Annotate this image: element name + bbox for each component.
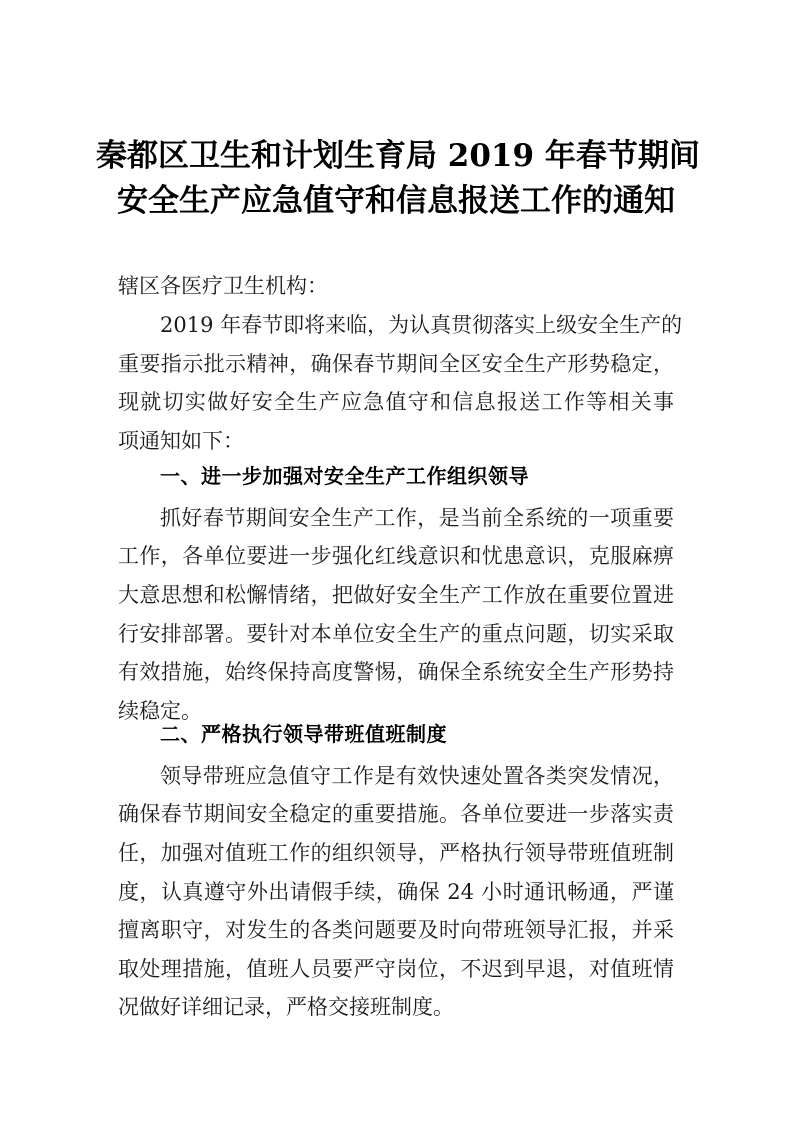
section-1-line: 大意思想和松懈情绪，把做好安全生产工作放在重要位置进 (118, 583, 674, 607)
salutation: 辖区各医疗卫生机构： (118, 274, 328, 298)
intro-line: 重要指示批示精神，确保春节期间全区安全生产形势稳定， (118, 352, 674, 376)
section-2-line: 擅离职守，对发生的各类问题要及时向带班领导汇报，并采 (118, 918, 674, 942)
section-1-line: 行安排部署。要针对本单位安全生产的重点问题，切实采取 (118, 622, 674, 646)
intro-line: 项通知如下： (118, 429, 244, 453)
document-title-line-1: 秦都区卫生和计划生育局 2019 年春节期间 (96, 138, 700, 174)
section-heading-2: 二、严格执行领导带班值班制度 (160, 722, 447, 746)
section-2-line: 取处理措施，值班人员要严守岗位，不迟到早退，对值班情 (118, 957, 674, 981)
section-heading-1: 一、进一步加强对安全生产工作组织领导 (160, 464, 529, 488)
section-1-line: 有效措施，始终保持高度警惕，确保全系统安全生产形势持 (118, 660, 674, 684)
section-2-line: 况做好详细记录，严格交接班制度。 (118, 995, 454, 1019)
section-1-line: 抓好春节期间安全生产工作，是当前全系统的一项重要 (160, 506, 674, 530)
section-2-line: 领导带班应急值守工作是有效快速处置各类突发情况， (160, 764, 674, 788)
intro-line: 2019 年春节即将来临，为认真贯彻落实上级安全生产的 (160, 313, 683, 337)
section-2-line: 确保春节期间安全稳定的重要措施。各单位要进一步落实责 (118, 802, 674, 826)
section-1-line: 续稳定。 (118, 699, 202, 723)
section-1-line: 工作，各单位要进一步强化红线意识和忧患意识，克服麻痹 (118, 544, 674, 568)
section-2-line: 度，认真遵守外出请假手续，确保 24 小时通讯畅通，严谨 (118, 880, 674, 904)
intro-line: 现就切实做好安全生产应急值守和信息报送工作等相关事 (118, 390, 674, 414)
section-2-line: 任，加强对值班工作的组织领导，严格执行领导带班值班制 (118, 841, 674, 865)
document-title-line-2: 安全生产应急值守和信息报送工作的通知 (117, 183, 675, 219)
